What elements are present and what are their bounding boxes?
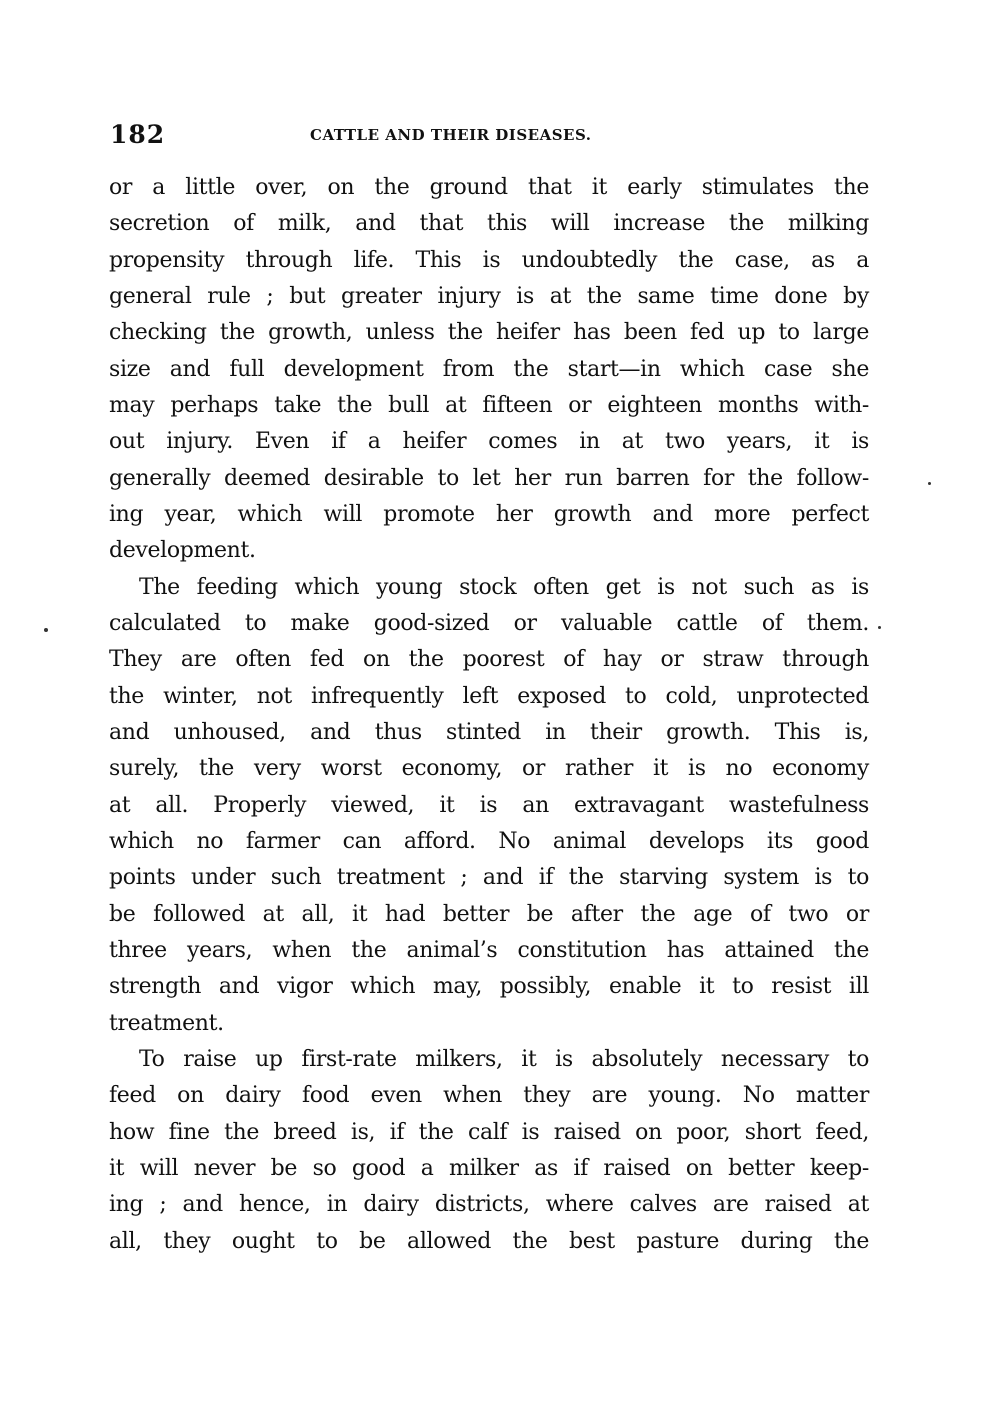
text-line: They are often fed on the poorest of hay or straw through xyxy=(109,647,869,673)
text-line: be followed at all, it had better be after the age of two or xyxy=(109,901,869,927)
text-line: out injury. Even if a heifer comes in at two years, it is xyxy=(109,429,869,455)
text-line: The feeding which young stock often get is not such as is xyxy=(139,574,869,600)
text-line: or a little over, on the ground that it early stimulates the xyxy=(109,175,869,200)
text-line: checking the growth, unless the heifer has been fed up to large xyxy=(109,320,869,346)
text-line: three years, when the animal’s constitution has attained the xyxy=(109,937,869,963)
page-number: 182 xyxy=(110,120,166,149)
text-line: development. xyxy=(109,538,256,564)
text-line: and unhoused, and thus stinted in their growth. This is, xyxy=(109,719,869,745)
text-line: may perhaps take the bull at fifteen or eighteen months with- xyxy=(109,392,869,418)
text-line: ing ; and hence, in dairy districts, where calves are raised at xyxy=(109,1192,869,1218)
text-line: treatment. xyxy=(109,1010,224,1036)
text-line: size and full development from the start—in which case she xyxy=(109,356,869,382)
scan-speck xyxy=(44,628,48,632)
text-line: at all. Properly viewed, it is an extravagant wastefulness xyxy=(109,792,869,818)
text-line: strength and vigor which may, possibly, enable it to resist ill xyxy=(109,974,869,1000)
text-line: which no farmer can afford. No animal develops its good xyxy=(109,828,869,854)
text-line: feed on dairy food even when they are young. No matter xyxy=(109,1083,869,1109)
text-line: propensity through life. This is undoubtedly the case, as a xyxy=(109,247,869,273)
running-head xyxy=(110,120,870,160)
text-line: ing year, which will promote her growth and more perfect xyxy=(109,501,869,527)
scan-speck xyxy=(878,626,881,629)
text-line: it will never be so good a milker as if raised on better keep- xyxy=(109,1155,869,1181)
text-line: all, they ought to be allowed the best pasture during the xyxy=(109,1228,869,1254)
text-line: the winter, not infrequently left exposed to cold, unprotected xyxy=(109,683,869,709)
running-title: CATTLE AND THEIR DISEASES. xyxy=(310,126,592,144)
text-line: generally deemed desirable to let her run barren for the follow- xyxy=(109,465,869,491)
scan-speck xyxy=(928,482,931,485)
text-line: surely, the very worst economy, or rather it is no economy xyxy=(109,756,869,782)
text-line: how fine the breed is, if the calf is raised on poor, short feed, xyxy=(109,1119,869,1145)
text-line: To raise up first-rate milkers, it is absolutely necessary to xyxy=(139,1046,869,1072)
text-line: general rule ; but greater injury is at the same time done by xyxy=(109,283,869,309)
text-line: calculated to make good-sized or valuable cattle of them. xyxy=(109,610,869,636)
text-line: points under such treatment ; and if the starving system is to xyxy=(109,865,869,891)
body-text xyxy=(109,170,869,1260)
text-line: secretion of milk, and that this will increase the milking xyxy=(109,211,869,237)
